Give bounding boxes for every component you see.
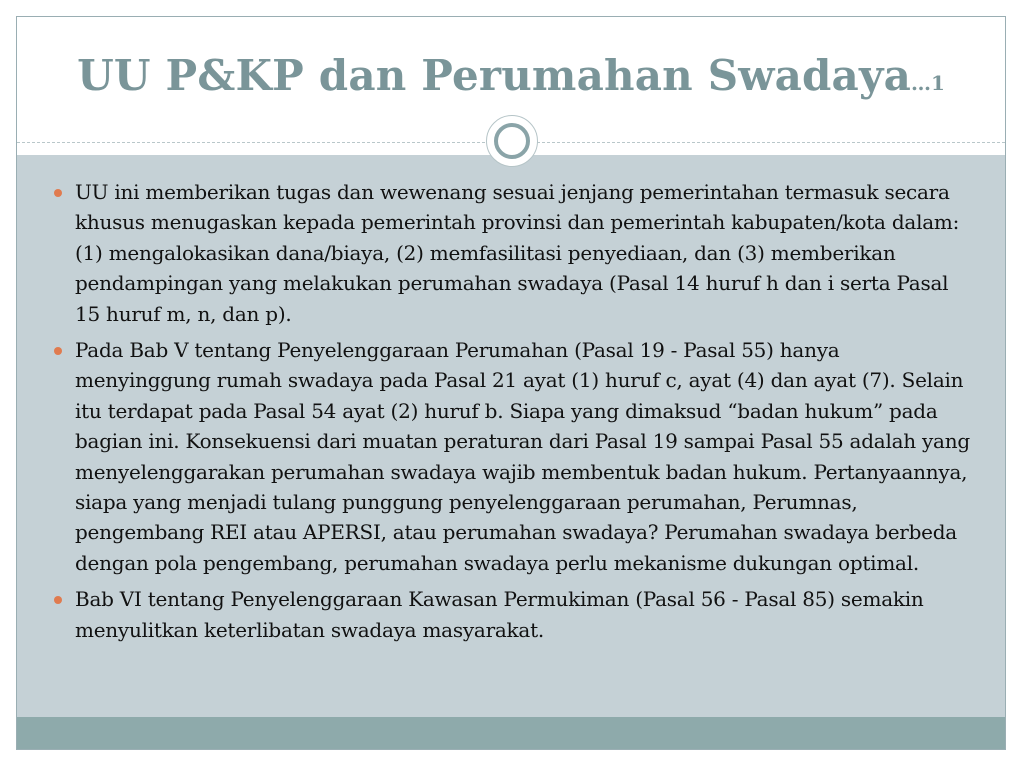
slide	[16, 16, 1006, 750]
bullet-item-1	[17, 177, 1005, 329]
bullet-dot-icon	[54, 347, 62, 355]
bullet-item-2	[17, 335, 1005, 578]
bullet-dot-icon	[54, 596, 62, 604]
slide-title	[17, 51, 1005, 100]
footer-band	[17, 717, 1005, 750]
slide-title-suffix: …1	[911, 71, 945, 95]
bullet-text-1: UU ini memberikan tugas dan wewenang sesuai jenjang pemerintahan termasuk secara khusus menugaskan kepada pemerintah provinsi dan pemerintah kabupaten/kota dalam: (1) mengalokasikan dana/biaya, (2) memfasilitasi penyediaan, dan (3) memberikan pendampingan yang melakukan perumahan swadaya (Pasal 14 huruf h dan i serta Pasal 15 huruf m, n, dan p).	[75, 180, 960, 326]
bullet-list	[17, 177, 1005, 651]
slide-title-text: UU P&KP dan Perumahan Swadaya	[77, 51, 911, 100]
bullet-dot-icon	[54, 189, 62, 197]
bullet-text-2: Pada Bab V tentang Penyelenggaraan Perumahan (Pasal 19 - Pasal 55) hanya menyinggung rumah swadaya pada Pasal 21 ayat (1) huruf c, ayat (4) dan ayat (7). Selain itu terdapat pada Pasal 54 ayat (2) huruf b. Siapa yang dimaksud “badan hukum” pada bagian ini. Konsekuensi dari muatan peraturan dari Pasal 19 sampai Pasal 55 adalah yang menyelenggarakan perumahan swadaya wajib membentuk badan hukum. Pertanyaannya, siapa yang menjadi tulang punggung penyelenggaraan perumahan, Perumnas, pengembang REI atau APERSI, atau perumahan swadaya? Perumahan swadaya berbeda dengan pola pengembang, perumahan swadaya perlu mekanisme dukungan optimal.	[75, 338, 970, 575]
bullet-item-3	[17, 584, 1005, 645]
ring-ornament-icon	[486, 115, 538, 167]
bullet-text-3: Bab VI tentang Penyelenggaraan Kawasan Permukiman (Pasal 56 - Pasal 85) semakin menyulitkan keterlibatan swadaya masyarakat.	[75, 587, 924, 642]
ring-inner-icon	[494, 123, 530, 159]
